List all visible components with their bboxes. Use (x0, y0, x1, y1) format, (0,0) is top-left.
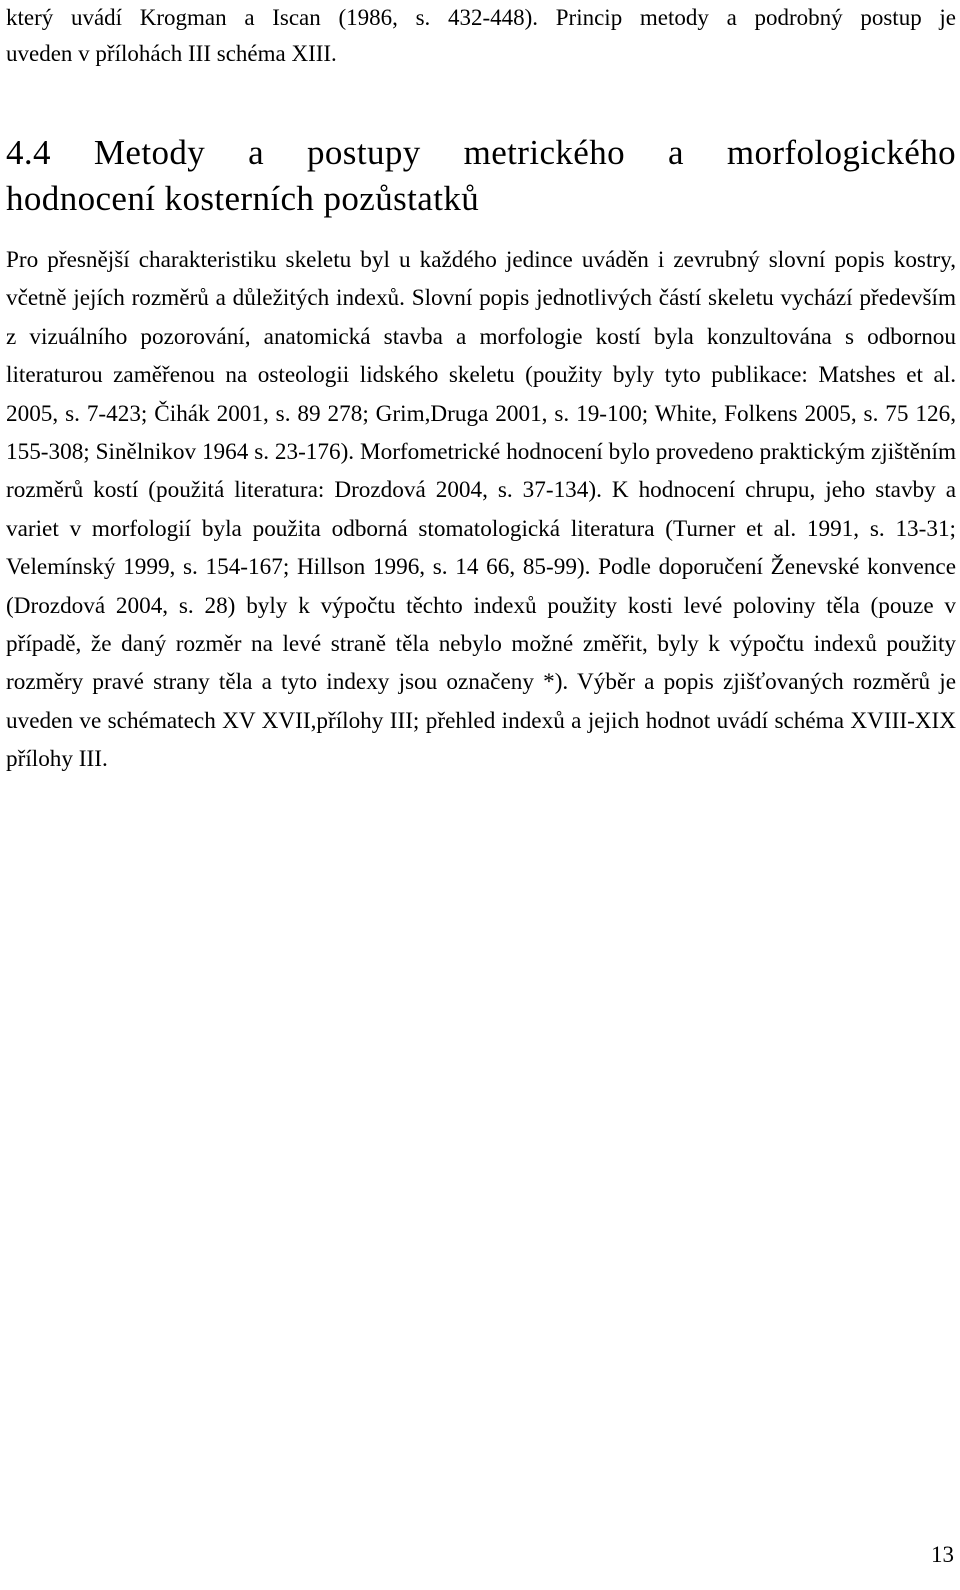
intro-line-1: který uvádí Krogman a Iscan (1986, s. 432-448). Princip metody a podrobný postup je (6, 5, 956, 30)
body-paragraph: Pro přesnější charakteristiku skeletu byl u každého jedince uváděn i zevrubný slovní popis kostry, včetně jejích rozměrů a důležitých indexů. Slovní popis jednotlivých částí skeletu vychází především z vizuálního pozorování, anatomická stavba a morfologie kostí byla konzultována s odbornou literaturou zaměřenou na osteologii lidského skeletu (použity byly tyto publikace: Matshes et al. 2005, s. 7-423; Čihák 2001, s. 89 278; Grim,Druga 2001, s. 19-100; White, Folkens 2005, s. 75 126, 155-308; Sinělnikov 1964 s. 23-176). Morfometrické hodnocení bylo provedeno praktickým zjištěním rozměrů kostí (použitá literatura: Drozdová 2004, s. 37-134). K hodnocení chrupu, jeho stavby a variet v morfologií byla použita odborná stomatologická literatura (Turner et al. 1991, s. 13-31; Velemínský 1999, s. 154-167; Hillson 1996, s. 14 66, 85-99). Podle doporučení Ženevské konvence (Drozdová 2004, s. 28) byly k výpočtu těchto indexů použity kosti levé poloviny těla (pouze v případě, že daný rozměr na levé straně těla nebylo možné změřit, byly k výpočtu indexů použity rozměry pravé strany těla a tyto indexy jsou označeny *). Výběr a popis zjišťovaných rozměrů je uveden ve schématech XV XVII,přílohy III; přehled indexů a jejich hodnot uvádí schéma XVIII-XIX přílohy III. (6, 247, 956, 773)
section-heading (6, 130, 956, 222)
section-heading-line-1: 4.4 Metody a postupy metrického a morfologického (6, 133, 956, 172)
page-number: 13 (931, 1542, 954, 1567)
section-heading-line-2: hodnocení kosterních pozůstatků (6, 179, 480, 218)
intro-line-2: uveden v přílohách III schéma XIII. (6, 41, 337, 66)
intro-paragraph (6, 0, 956, 72)
